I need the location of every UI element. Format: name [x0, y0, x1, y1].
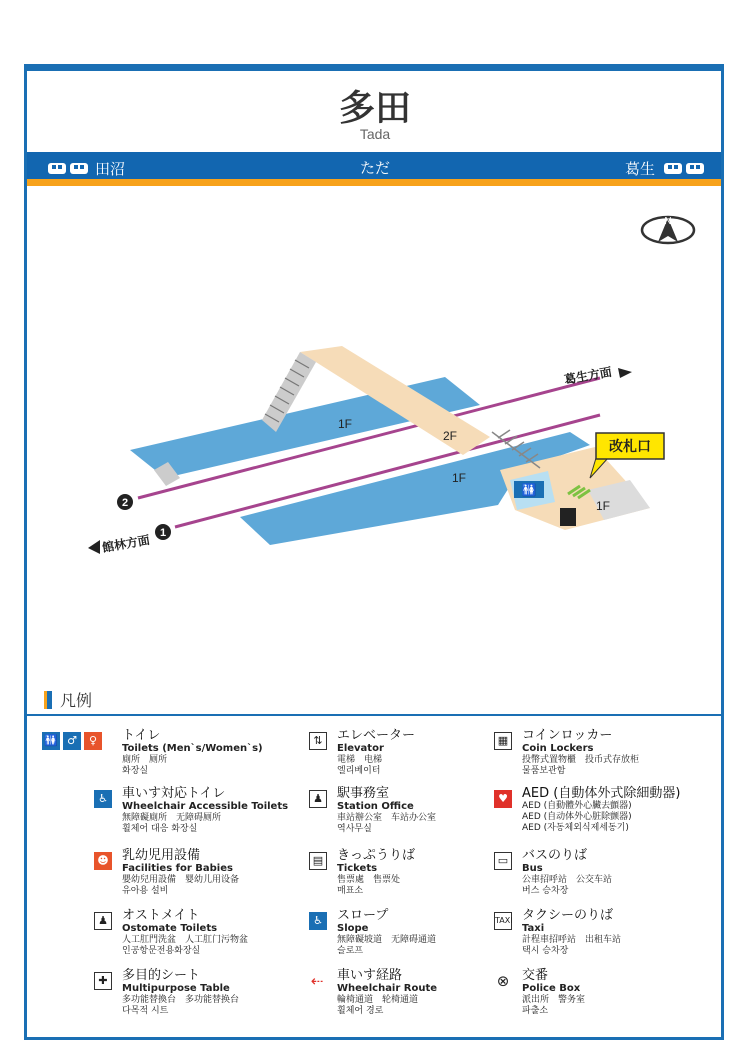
legend-item: きっぷうりば Tickets 售票處 售票处 매표소 — [337, 848, 416, 896]
station-office-icon: ♟ — [309, 790, 327, 808]
baby-icon: ☻ — [94, 852, 112, 870]
floor-label-2f: 2F — [443, 429, 458, 443]
legend-item: コインロッカー Coin Lockers 投幣式置物櫃 投币式存放柜 물품보관함 — [522, 728, 640, 776]
legend-item: 交番 Police Box 派出所 警务室 파출소 — [522, 968, 586, 1016]
legend-item: 車いす経路 Wheelchair Route 輪椅通道 轮椅通道 휠체어 경로 — [337, 968, 438, 1016]
legend-item: バスのりば Bus 公車招呼站 公交车站 버스 승차장 — [522, 848, 613, 896]
slope-icon: ♿ — [309, 912, 327, 930]
legend-divider — [27, 714, 721, 716]
compass-icon — [642, 216, 694, 243]
svg-text:🚻: 🚻 — [521, 483, 537, 497]
ostomate-icon: ♟ — [94, 912, 112, 930]
map-office-icon — [560, 508, 576, 526]
legend-heading: 凡例 — [44, 688, 92, 711]
floor-label-1f-lower: 1F — [452, 471, 467, 485]
toilet-icon: 🚻 — [42, 732, 60, 750]
toilet-women-icon: ♀ — [84, 732, 102, 750]
left-station-label: 田沼 — [95, 160, 126, 178]
legend-item: 多目的シート Multipurpose Table 多功能替換台 多功能替换台 다목적 시트 — [122, 968, 240, 1016]
station-name-en: Tada — [359, 126, 391, 142]
taxi-icon: TAXI — [494, 912, 512, 930]
legend-item: 乳幼児用設備 Facilities for Babies 嬰幼兒用設備 婴幼儿用设备 유아용 설비 — [122, 848, 240, 896]
wheelchair-route-icon: ⇠ — [308, 972, 326, 990]
arrow-right-icon — [618, 368, 632, 378]
direction-tatebayashi: 館林方面 — [101, 532, 151, 555]
right-station-label: 葛生 — [625, 160, 656, 178]
direction-kuzuu: 葛生方面 — [563, 364, 613, 387]
floor-label-1f-upper: 1F — [338, 417, 353, 431]
arrow-left-icon — [88, 540, 100, 554]
station-name-jp: 多田 — [338, 88, 411, 129]
legend-item: 駅事務室 Station Office 車站辦公室 车站办公室 역사무실 — [337, 786, 437, 834]
multipurpose-table-icon: ✚ — [94, 972, 112, 990]
legend-item: トイレ Toilets (Men`s/Women`s) 廁所 厕所 화장실 — [122, 728, 263, 776]
station-kana: ただ — [359, 159, 390, 177]
legend-item: スロープ Slope 無障礙坡道 无障碍通道 슬로프 — [337, 908, 437, 956]
toilet-men-icon: ♂ — [63, 732, 81, 750]
police-icon: ⊗ — [494, 972, 512, 990]
legend-item: エレベーター Elevator 電梯 电梯 엘리베이터 — [337, 728, 416, 776]
svg-text:N: N — [664, 216, 672, 227]
legend-item: AED (自動体外式除細動器) AED (自動體外心臟去顫器) AED (自动体外心脏除颤器) AED (자동체외식제세동기) — [522, 786, 681, 833]
svg-text:改札口: 改札口 — [609, 439, 651, 455]
legend-item: タクシーのりば Taxi 計程車招呼站 出租车站 택시 승차장 — [522, 908, 622, 956]
elevator-icon: ⇅ — [309, 732, 327, 750]
floor-label-1f-right: 1F — [596, 499, 611, 513]
locker-icon: ▦ — [494, 732, 512, 750]
legend-item: オストメイト Ostomate Toilets 人工肛門洗盆 人工肛门污物盆 인공항문전용화장실 — [122, 908, 249, 956]
bus-icon: ▭ — [494, 852, 512, 870]
legend-item: 車いす対応トイレ Wheelchair Accessible Toilets 無障礙廁所 无障碍厕所 휠체어 대응 화장실 — [122, 786, 289, 834]
svg-text:2: 2 — [121, 497, 129, 509]
ticket-icon: ▤ — [309, 852, 327, 870]
wheelchair-toilet-icon: ♿ — [94, 790, 112, 808]
svg-text:1: 1 — [159, 527, 167, 539]
aed-icon: ♥ — [494, 790, 512, 808]
